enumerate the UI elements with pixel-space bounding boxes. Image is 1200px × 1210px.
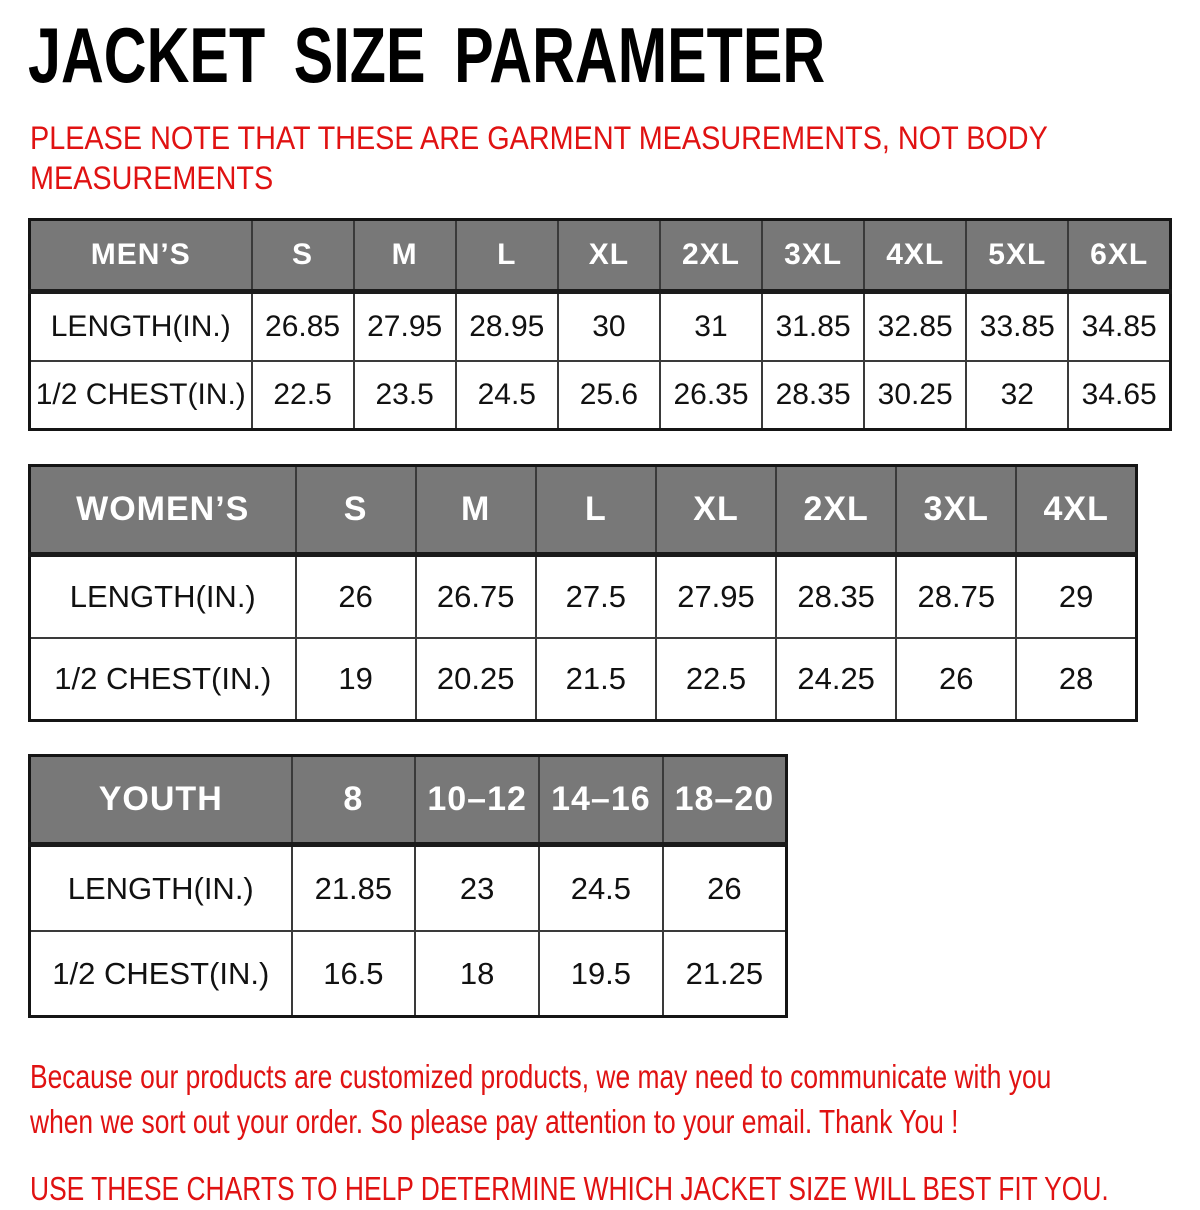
measurement-value: 29 — [1016, 555, 1136, 639]
measurement-value: 19 — [296, 638, 416, 721]
measurement-value: 32.85 — [864, 292, 966, 362]
size-column-header: 5XL — [966, 220, 1068, 292]
measurement-value: 24.5 — [456, 361, 558, 430]
size-column-header: 8 — [292, 756, 416, 845]
size-column-header: 6XL — [1068, 220, 1170, 292]
customization-notice-line-1: Because our products are customized products, we may need to communicate with you — [30, 1058, 1052, 1096]
measurement-value: 30.25 — [864, 361, 966, 430]
size-column-header: L — [456, 220, 558, 292]
mens-size-table — [28, 218, 1172, 431]
measurement-value: 31.85 — [762, 292, 864, 362]
measurement-value: 33.85 — [966, 292, 1068, 362]
size-column-header: 3XL — [762, 220, 864, 292]
measurement-label: LENGTH(IN.) — [30, 292, 252, 362]
womens-size-table — [28, 464, 1138, 722]
measurement-value: 26 — [296, 555, 416, 639]
measurement-value: 21.5 — [536, 638, 656, 721]
measurement-value: 28 — [1016, 638, 1136, 721]
measurement-value: 32 — [966, 361, 1068, 430]
garment-note-line-1: PLEASE NOTE THAT THESE ARE GARMENT MEASUREMENTS, NOT BODY — [30, 120, 1048, 157]
size-column-header: L — [536, 466, 656, 555]
measurement-value: 27.95 — [656, 555, 776, 639]
measurement-value: 28.75 — [896, 555, 1016, 639]
measurement-value: 28.35 — [776, 555, 896, 639]
mens-table-corner-label: MEN’S — [30, 220, 252, 292]
measurement-value: 20.25 — [416, 638, 536, 721]
garment-measurements-note — [30, 118, 1058, 198]
measurement-value: 31 — [660, 292, 762, 362]
garment-note-line-2: MEASUREMENTS — [30, 160, 274, 197]
table-row — [30, 555, 1137, 639]
measurement-label: LENGTH(IN.) — [30, 555, 296, 639]
size-column-header: S — [296, 466, 416, 555]
measurement-value: 26.35 — [660, 361, 762, 430]
measurement-value: 26.75 — [416, 555, 536, 639]
size-column-header: 3XL — [896, 466, 1016, 555]
measurement-value: 16.5 — [292, 931, 416, 1017]
measurement-value: 26.85 — [252, 292, 354, 362]
measurement-value: 34.65 — [1068, 361, 1170, 430]
size-column-header: S — [252, 220, 354, 292]
size-column-header: M — [354, 220, 456, 292]
measurement-value: 34.85 — [1068, 292, 1170, 362]
size-column-header: M — [416, 466, 536, 555]
measurement-value: 21.25 — [663, 931, 787, 1017]
measurement-value: 27.5 — [536, 555, 656, 639]
measurement-value: 22.5 — [252, 361, 354, 430]
size-column-header: XL — [656, 466, 776, 555]
size-column-header: 4XL — [864, 220, 966, 292]
measurement-value: 19.5 — [539, 931, 663, 1017]
measurement-label: 1/2 CHEST(IN.) — [30, 638, 296, 721]
table-row — [30, 931, 787, 1017]
youth-table-corner-label: YOUTH — [30, 756, 292, 845]
customization-notice-line-2: when we sort out your order. So please pay attention to your email. Thank You ! — [30, 1103, 959, 1141]
measurement-value: 28.35 — [762, 361, 864, 430]
measurement-label: LENGTH(IN.) — [30, 845, 292, 932]
measurement-value: 27.95 — [354, 292, 456, 362]
measurement-value: 26 — [896, 638, 1016, 721]
table-row — [30, 292, 1171, 362]
table-row — [30, 638, 1137, 721]
measurement-value: 22.5 — [656, 638, 776, 721]
measurement-label: 1/2 CHEST(IN.) — [30, 931, 292, 1017]
size-column-header: 14–16 — [539, 756, 663, 845]
measurement-value: 30 — [558, 292, 660, 362]
measurement-value: 28.95 — [456, 292, 558, 362]
measurement-value: 24.5 — [539, 845, 663, 932]
measurement-value: 26 — [663, 845, 787, 932]
measurement-label: 1/2 CHEST(IN.) — [30, 361, 252, 430]
size-column-header: 2XL — [776, 466, 896, 555]
womens-header-row — [30, 466, 1137, 555]
womens-table-corner-label: WOMEN’S — [30, 466, 296, 555]
page-title: JACKET SIZE PARAMETER — [28, 11, 826, 99]
youth-header-row — [30, 756, 787, 845]
measurement-value: 23.5 — [354, 361, 456, 430]
size-column-header: 4XL — [1016, 466, 1136, 555]
measurement-value: 18 — [415, 931, 539, 1017]
size-column-header: 10–12 — [415, 756, 539, 845]
mens-header-row — [30, 220, 1171, 292]
chart-usage-note: USE THESE CHARTS TO HELP DETERMINE WHICH JACKET SIZE WILL BEST FIT YOU. — [30, 1170, 1109, 1208]
size-column-header: 2XL — [660, 220, 762, 292]
measurement-value: 25.6 — [558, 361, 660, 430]
table-row — [30, 845, 787, 932]
measurement-value: 24.25 — [776, 638, 896, 721]
customization-notice — [30, 1054, 1052, 1144]
size-column-header: XL — [558, 220, 660, 292]
size-column-header: 18–20 — [663, 756, 787, 845]
measurement-value: 21.85 — [292, 845, 416, 932]
youth-size-table — [28, 754, 788, 1018]
table-row — [30, 361, 1171, 430]
measurement-value: 23 — [415, 845, 539, 932]
